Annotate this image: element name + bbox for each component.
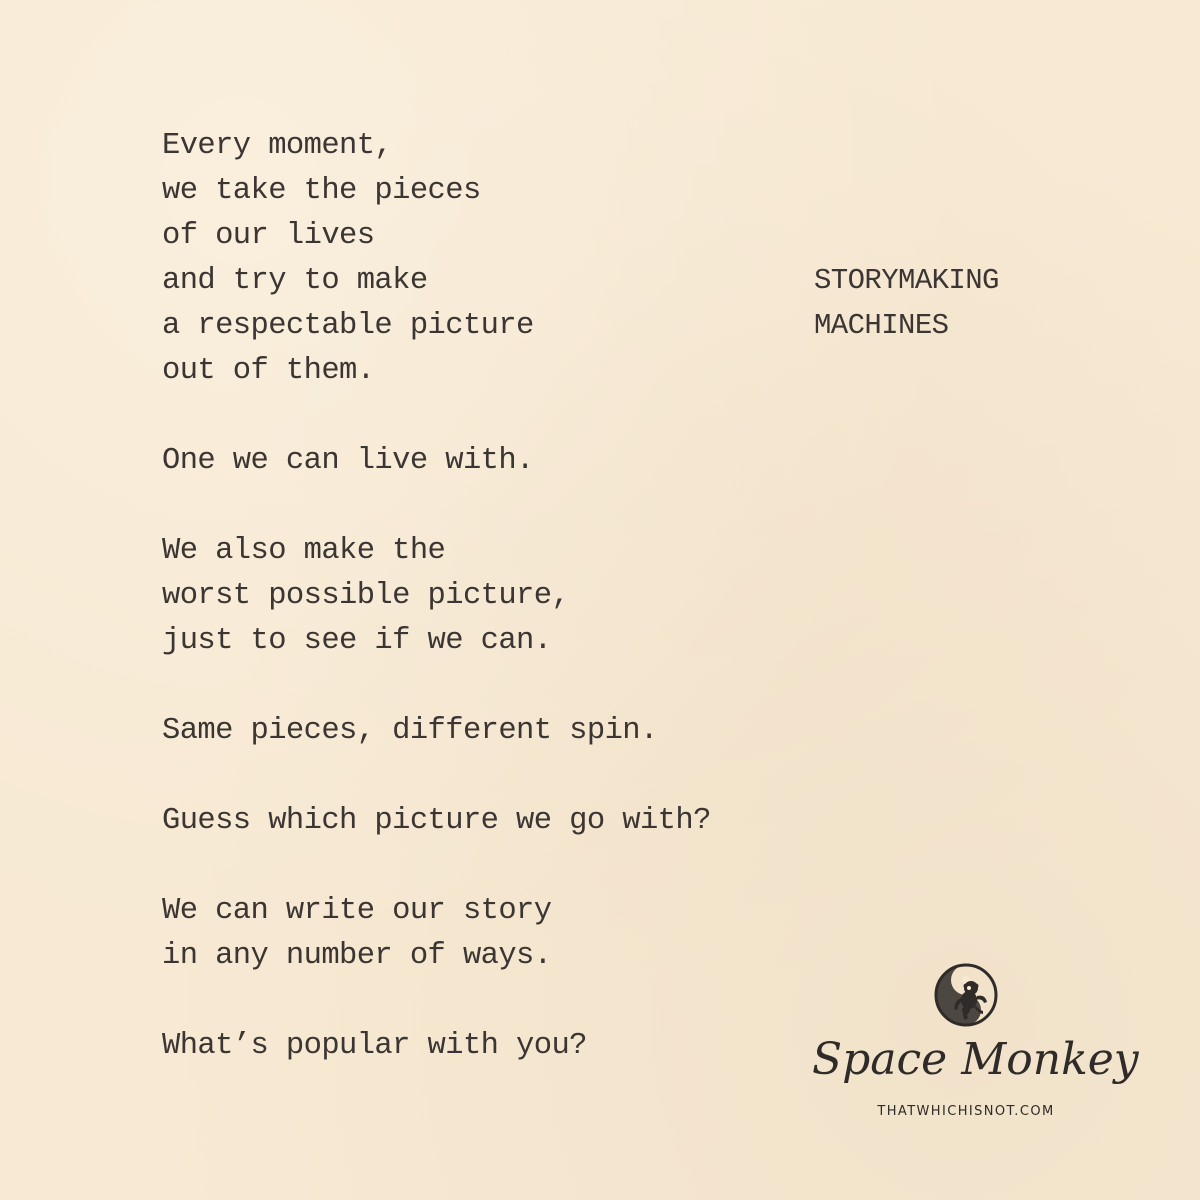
poem-stanza bbox=[162, 529, 802, 664]
poem-line: What’s popular with you? bbox=[162, 1029, 587, 1063]
poem-line: worst possible picture, bbox=[162, 579, 570, 613]
poem-stanza bbox=[162, 1024, 802, 1069]
poem-line: We also make the bbox=[162, 534, 446, 568]
poem-line: out of them. bbox=[162, 354, 375, 388]
space-monkey-emblem-icon bbox=[933, 962, 999, 1028]
logo-wordmark: Space Monkey bbox=[812, 1034, 1139, 1085]
poem-line: Every moment, bbox=[162, 129, 393, 163]
poem-line: and try to make bbox=[162, 264, 428, 298]
poem-line: Same pieces, different spin. bbox=[162, 714, 658, 748]
poem-stanza bbox=[162, 799, 802, 844]
poem-line: Guess which picture we go with? bbox=[162, 804, 711, 838]
poem-title-line: STORYMAKING bbox=[814, 264, 999, 297]
poem-title bbox=[814, 258, 999, 348]
poem-stanza bbox=[162, 439, 802, 484]
poem-body bbox=[162, 124, 802, 1114]
poem-line: we take the pieces bbox=[162, 174, 481, 208]
poem-line: of our lives bbox=[162, 219, 375, 253]
space-monkey-logo bbox=[812, 962, 1139, 1142]
poem-title-line: MACHINES bbox=[814, 309, 949, 342]
poem-line: in any number of ways. bbox=[162, 939, 552, 973]
poem-line: One we can live with. bbox=[162, 444, 534, 478]
logo-url: THATWHICHISNOT.COM bbox=[877, 1104, 1055, 1119]
poem-line: We can write our story bbox=[162, 894, 552, 928]
poem-line: a respectable picture bbox=[162, 309, 534, 343]
poem-stanza bbox=[162, 124, 802, 394]
poem-line: just to see if we can. bbox=[162, 624, 552, 658]
poem-stanza bbox=[162, 889, 802, 979]
poem-stanza bbox=[162, 709, 802, 754]
